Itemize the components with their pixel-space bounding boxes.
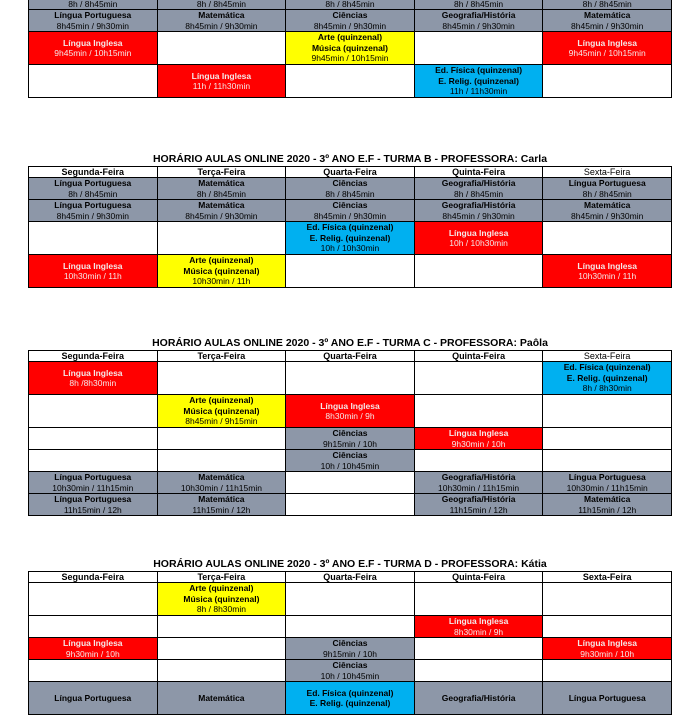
- class-cell: [29, 494, 158, 516]
- class-cell: [543, 32, 672, 65]
- class-subject: Arte (quinzenal): [189, 255, 254, 266]
- empty-cell: [414, 255, 543, 288]
- class-time: 9h45min / 10h15min: [311, 53, 389, 64]
- class-cell: [414, 428, 543, 450]
- class-subject: E. Relig. (quinzenal): [438, 75, 519, 86]
- class-cell: [157, 494, 286, 516]
- class-subject: Ed. Física (quinzenal): [435, 65, 523, 76]
- class-time: 10h30min / 11h: [192, 276, 251, 287]
- empty-cell: [29, 65, 158, 98]
- class-cell: [414, 222, 543, 255]
- table-row: [29, 583, 672, 616]
- table-row: [29, 222, 672, 255]
- class-cell: [414, 682, 543, 715]
- class-subject: Arte (quinzenal): [189, 395, 254, 406]
- class-time: 10h / 10h45min: [320, 670, 380, 681]
- empty-cell: [543, 428, 672, 450]
- empty-cell: [543, 616, 672, 638]
- class-cell: [543, 178, 672, 200]
- class-time: 11h15min / 12h: [63, 504, 122, 515]
- class-subject: Ed. Física (quinzenal): [306, 687, 394, 698]
- class-time: 9h45min / 10h15min: [54, 48, 132, 58]
- empty-cell: [414, 395, 543, 428]
- class-time: 11h / 11h30min: [192, 81, 251, 91]
- class-subject: Língua Portuguesa: [568, 472, 646, 482]
- empty-cell: [29, 450, 158, 472]
- table-row: [29, 362, 672, 395]
- class-time: 8h / 8h45min: [68, 0, 118, 9]
- class-cell: [543, 638, 672, 660]
- empty-cell: [414, 362, 543, 395]
- empty-cell: [29, 660, 158, 682]
- class-cell: [286, 450, 415, 472]
- day-header: Segunda-Feira: [29, 351, 158, 362]
- class-cell: [543, 255, 672, 288]
- class-subject: Geografia/História: [441, 178, 516, 188]
- empty-cell: [157, 450, 286, 472]
- class-cell: [157, 472, 286, 494]
- empty-cell: [543, 450, 672, 472]
- empty-cell: [157, 638, 286, 660]
- class-time: 11h15min / 12h: [578, 504, 637, 515]
- class-time: 8h45min / 9h30min: [442, 210, 515, 221]
- empty-cell: [286, 65, 415, 98]
- class-cell: [414, 200, 543, 222]
- class-subject: Música (quinzenal): [183, 593, 260, 604]
- class-subject: Língua Inglesa: [63, 37, 123, 48]
- class-cell: [286, 638, 415, 660]
- table-row: [29, 0, 672, 10]
- schedule-title: HORÁRIO AULAS ONLINE 2020 - 3º ANO E.F - TURMA D - PROFESSORA: Kátia: [153, 558, 547, 570]
- class-subject: Língua Inglesa: [63, 367, 123, 378]
- class-time: 8h / 8h45min: [582, 188, 632, 199]
- class-subject: Língua Inglesa: [63, 638, 123, 648]
- schedule-table: [28, 571, 672, 715]
- header-row: [29, 572, 672, 583]
- empty-cell: [414, 660, 543, 682]
- class-time: 8h / 8h45min: [582, 0, 632, 9]
- class-subject: Língua Portuguesa: [54, 494, 132, 504]
- class-subject: Língua Inglesa: [577, 37, 637, 48]
- class-cell: [29, 255, 158, 288]
- class-subject: Língua Inglesa: [191, 70, 252, 81]
- table-row: [29, 65, 672, 98]
- schedule-title: HORÁRIO AULAS ONLINE 2020 - 3º ANO E.F - TURMA B - PROFESSORA: Carla: [152, 153, 548, 165]
- empty-cell: [414, 638, 543, 660]
- class-time: 9h15min / 10h: [323, 438, 377, 449]
- table-row: [29, 660, 672, 682]
- class-cell: [414, 65, 543, 98]
- class-cell: [286, 682, 415, 715]
- day-header: Quarta-Feira: [286, 572, 415, 583]
- class-subject: Língua Portuguesa: [568, 692, 646, 703]
- class-time: 9h45min / 10h15min: [568, 48, 646, 58]
- schedule-table: [28, 350, 672, 516]
- class-subject: Ciências: [332, 638, 368, 648]
- empty-cell: [157, 32, 286, 65]
- table-row: [29, 616, 672, 638]
- class-time: 8h45min / 9h30min: [56, 210, 129, 221]
- class-subject: E. Relig. (quinzenal): [309, 698, 391, 708]
- class-time: 10h30min / 11h15min: [566, 482, 648, 493]
- class-subject: Matemática: [198, 472, 245, 482]
- day-header: Quinta-Feira: [414, 351, 543, 362]
- day-header: Quinta-Feira: [414, 572, 543, 583]
- class-time: 10h / 10h30min: [320, 243, 380, 254]
- empty-cell: [414, 450, 543, 472]
- empty-cell: [543, 395, 672, 428]
- class-cell: [157, 10, 286, 32]
- class-subject: Ciências: [332, 10, 368, 20]
- class-subject: Geografia/História: [441, 472, 516, 482]
- day-header: Sexta-Feira: [543, 167, 672, 178]
- table-row: [29, 200, 672, 222]
- class-cell: [157, 200, 286, 222]
- class-time: 8h45min / 9h30min: [185, 20, 258, 31]
- class-subject: Língua Portuguesa: [54, 692, 132, 703]
- class-subject: E. Relig. (quinzenal): [566, 372, 648, 383]
- class-subject: Língua Inglesa: [577, 638, 637, 648]
- class-subject: Língua Inglesa: [448, 428, 509, 438]
- class-time: 8h / 8h30min: [582, 383, 632, 394]
- class-subject: Ciências: [332, 428, 368, 438]
- empty-cell: [157, 616, 286, 638]
- class-time: 11h15min / 12h: [449, 504, 508, 515]
- header-row: [29, 351, 672, 362]
- schedule-table: [28, 166, 672, 288]
- class-subject: Língua Portuguesa: [54, 178, 132, 188]
- class-time: 9h30min / 10h: [580, 648, 635, 659]
- day-header: Segunda-Feira: [29, 167, 158, 178]
- empty-cell: [414, 32, 543, 65]
- class-cell: [543, 472, 672, 494]
- class-cell: [29, 10, 158, 32]
- class-cell: [543, 200, 672, 222]
- empty-cell: [543, 583, 672, 616]
- class-cell: [286, 0, 415, 10]
- class-time: 11h / 11h30min: [449, 86, 508, 97]
- class-cell: [157, 0, 286, 10]
- empty-cell: [157, 362, 286, 395]
- class-time: 8h / 8h45min: [325, 188, 375, 199]
- day-header: Quarta-Feira: [286, 167, 415, 178]
- class-time: 10h30min / 11h15min: [180, 482, 262, 493]
- empty-cell: [29, 583, 158, 616]
- class-subject: Matemática: [584, 10, 631, 20]
- class-cell: [414, 616, 543, 638]
- class-subject: Matemática: [198, 494, 245, 504]
- empty-cell: [286, 494, 415, 516]
- day-header: Terça-Feira: [157, 167, 286, 178]
- empty-cell: [286, 362, 415, 395]
- day-header: Terça-Feira: [157, 351, 286, 362]
- class-time: 8h / 8h45min: [454, 0, 504, 9]
- class-subject: Matemática: [584, 494, 631, 504]
- empty-cell: [157, 428, 286, 450]
- class-time: 8h / 8h45min: [454, 188, 504, 199]
- class-time: 8h /8h30min: [69, 378, 117, 388]
- class-time: 10h30min / 11h15min: [52, 482, 134, 493]
- class-subject: Língua Inglesa: [448, 616, 509, 626]
- class-time: 8h45min / 9h30min: [571, 210, 644, 221]
- table-row: [29, 682, 672, 715]
- class-cell: [414, 178, 543, 200]
- class-cell: [543, 10, 672, 32]
- class-time: 8h / 8h45min: [325, 0, 375, 9]
- class-cell: [29, 200, 158, 222]
- table-row: [29, 450, 672, 472]
- class-subject: Língua Inglesa: [577, 260, 637, 271]
- empty-cell: [157, 222, 286, 255]
- empty-cell: [543, 65, 672, 98]
- class-cell: [286, 428, 415, 450]
- class-cell: [414, 472, 543, 494]
- class-cell: [157, 255, 286, 288]
- class-time: 9h15min / 10h: [323, 648, 377, 659]
- class-time: 8h45min / 9h15min: [185, 416, 258, 427]
- class-subject: Língua Portuguesa: [568, 178, 646, 188]
- class-time: 10h / 10h30min: [449, 238, 508, 248]
- class-subject: Ciências: [332, 200, 368, 210]
- empty-cell: [157, 660, 286, 682]
- class-subject: Língua Portuguesa: [54, 472, 132, 482]
- class-subject: Música (quinzenal): [311, 42, 388, 53]
- class-subject: Ciências: [332, 178, 368, 188]
- schedule-title: HORÁRIO AULAS ONLINE 2020 - 3º ANO E.F - TURMA C - PROFESSORA: Paôla: [152, 337, 548, 349]
- class-time: 8h / 8h45min: [68, 188, 118, 199]
- class-subject: Arte (quinzenal): [317, 32, 383, 43]
- empty-cell: [543, 660, 672, 682]
- class-subject: Língua Inglesa: [320, 400, 380, 411]
- class-time: 9h30min / 10h: [451, 438, 506, 449]
- class-time: 8h / 8h30min: [196, 604, 246, 615]
- class-subject: Língua Portuguesa: [54, 10, 132, 20]
- class-time: 8h / 8h45min: [196, 0, 246, 9]
- class-cell: [414, 10, 543, 32]
- class-subject: Ed. Física (quinzenal): [563, 362, 651, 373]
- class-time: 10h30min / 11h15min: [438, 482, 520, 493]
- class-time: 8h30min / 9h: [325, 411, 375, 421]
- class-subject: Matemática: [198, 692, 245, 703]
- class-subject: Geografia/História: [441, 10, 516, 20]
- class-time: 8h45min / 9h30min: [56, 20, 129, 31]
- schedule-table: [28, 0, 672, 98]
- class-cell: [543, 0, 672, 10]
- class-subject: Música (quinzenal): [183, 405, 260, 416]
- class-cell: [29, 362, 158, 395]
- class-subject: Música (quinzenal): [183, 265, 260, 276]
- class-subject: Matemática: [198, 200, 245, 210]
- empty-cell: [29, 428, 158, 450]
- class-time: 10h / 10h45min: [320, 460, 380, 471]
- class-subject: Geografia/História: [441, 200, 516, 210]
- day-header: Segunda-Feira: [29, 572, 158, 583]
- class-cell: [29, 0, 158, 10]
- class-time: 8h45min / 9h30min: [313, 210, 387, 221]
- class-subject: Geografia/História: [441, 692, 516, 703]
- class-subject: Ed. Física (quinzenal): [306, 222, 394, 233]
- class-subject: Ciências: [332, 660, 368, 670]
- class-time: 11h15min / 12h: [192, 504, 251, 515]
- table-row: [29, 638, 672, 660]
- day-header: Terça-Feira: [157, 572, 286, 583]
- class-cell: [157, 583, 286, 616]
- class-cell: [286, 395, 415, 428]
- class-subject: E. Relig. (quinzenal): [309, 232, 391, 243]
- class-time: 8h30min / 9h: [454, 626, 504, 637]
- class-cell: [29, 682, 158, 715]
- class-time: 10h30min / 11h: [63, 271, 122, 281]
- class-time: 10h30min / 11h: [578, 271, 637, 281]
- table-row: [29, 255, 672, 288]
- class-subject: Arte (quinzenal): [189, 583, 254, 594]
- day-header: Quarta-Feira: [286, 351, 415, 362]
- class-cell: [414, 0, 543, 10]
- class-cell: [286, 178, 415, 200]
- table-row: [29, 472, 672, 494]
- class-subject: Matemática: [584, 200, 631, 210]
- class-time: 8h / 8h45min: [196, 188, 246, 199]
- class-cell: [157, 178, 286, 200]
- class-subject: Língua Inglesa: [448, 227, 509, 238]
- empty-cell: [29, 395, 158, 428]
- class-cell: [286, 32, 415, 65]
- class-cell: [286, 660, 415, 682]
- class-cell: [157, 682, 286, 715]
- empty-cell: [29, 222, 158, 255]
- class-time: 8h45min / 9h30min: [442, 20, 515, 31]
- header-row: [29, 167, 672, 178]
- class-cell: [543, 494, 672, 516]
- class-subject: Geografia/História: [441, 494, 516, 504]
- class-cell: [286, 10, 415, 32]
- class-subject: Língua Inglesa: [63, 260, 123, 271]
- empty-cell: [286, 616, 415, 638]
- class-subject: Matemática: [198, 10, 245, 20]
- class-cell: [29, 638, 158, 660]
- table-row: [29, 395, 672, 428]
- empty-cell: [29, 616, 158, 638]
- day-header: Sexta-Feira: [543, 351, 672, 362]
- class-time: 8h45min / 9h30min: [571, 20, 644, 31]
- empty-cell: [286, 583, 415, 616]
- empty-cell: [543, 222, 672, 255]
- table-row: [29, 428, 672, 450]
- class-cell: [543, 682, 672, 715]
- day-header: Quinta-Feira: [414, 167, 543, 178]
- class-time: 9h30min / 10h: [65, 648, 120, 659]
- class-cell: [29, 472, 158, 494]
- class-subject: Ciências: [332, 450, 368, 460]
- table-row: [29, 32, 672, 65]
- class-cell: [29, 32, 158, 65]
- class-cell: [29, 178, 158, 200]
- table-row: [29, 10, 672, 32]
- class-cell: [286, 222, 415, 255]
- class-cell: [414, 494, 543, 516]
- class-time: 8h45min / 9h30min: [185, 210, 258, 221]
- class-time: 8h45min / 9h30min: [313, 20, 387, 31]
- empty-cell: [286, 472, 415, 494]
- class-cell: [286, 200, 415, 222]
- table-row: [29, 178, 672, 200]
- class-cell: [157, 65, 286, 98]
- empty-cell: [286, 255, 415, 288]
- class-subject: Matemática: [198, 178, 245, 188]
- empty-cell: [414, 583, 543, 616]
- day-header: Sexta-Feira: [543, 572, 672, 583]
- table-row: [29, 494, 672, 516]
- class-subject: Língua Portuguesa: [54, 200, 132, 210]
- class-cell: [543, 362, 672, 395]
- class-cell: [157, 395, 286, 428]
